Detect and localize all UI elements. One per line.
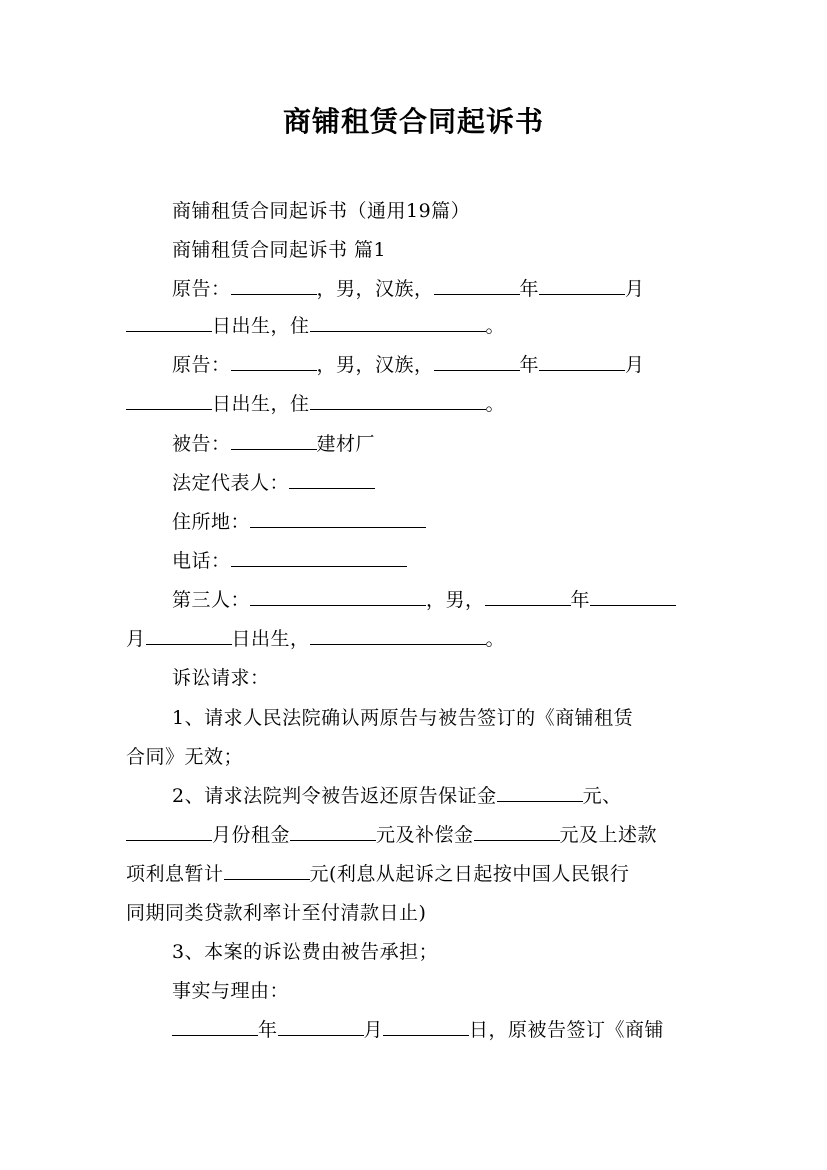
- year-text: 年: [570, 589, 591, 611]
- period-text: 。: [485, 393, 506, 415]
- plaintiff-2-line-1: [126, 351, 752, 379]
- deposit-blank: [497, 785, 583, 802]
- phone-label: 电话：: [172, 550, 231, 572]
- plaintiff-1-line-1: [126, 275, 752, 303]
- claim-1-line-1: 1、请求人民法院确认两原告与被告签订的《商铺租赁: [172, 707, 634, 729]
- month-blank: [590, 589, 676, 606]
- subtitle-line: 商铺租赁合同起诉书（通用19篇）: [172, 200, 471, 222]
- day-blank: [146, 628, 232, 645]
- month-text: 月: [625, 354, 645, 376]
- defendant-line: [126, 430, 752, 458]
- plaintiff-label: 原告：: [172, 278, 231, 300]
- day-blank: [126, 393, 212, 410]
- third-party-address-blank: [310, 628, 486, 645]
- defendant-label: 被告：: [172, 433, 231, 455]
- year-blank: [485, 589, 571, 606]
- address-blank: [310, 315, 486, 332]
- day-blank: [126, 315, 212, 332]
- name-blank: [231, 278, 317, 295]
- defendant-suffix: 建材厂: [316, 433, 376, 455]
- year-blank: [434, 354, 520, 371]
- month-text: 月: [625, 278, 645, 300]
- address-blank: [250, 511, 426, 528]
- third-party-line-2: [126, 625, 706, 653]
- address-line: [126, 508, 752, 536]
- legal-rep-blank: [289, 472, 375, 489]
- period-text: 。: [485, 315, 506, 337]
- claims-label: 诉讼请求：: [172, 667, 270, 689]
- month-text: 月: [363, 1019, 384, 1041]
- claim-1-line-2: 合同》无效；: [126, 746, 244, 768]
- address-label: 住所地：: [172, 511, 251, 533]
- claim-2-line-1: [126, 782, 752, 810]
- defendant-name-blank: [231, 433, 317, 450]
- address-blank: [310, 393, 486, 410]
- month-blank: [278, 1019, 364, 1036]
- claim-2-line-2: [126, 821, 706, 849]
- facts-line-1: [126, 1016, 752, 1044]
- day-blank: [383, 1019, 469, 1036]
- claim-2-line-4: 同期同类贷款利率计至付清款日止): [126, 902, 427, 924]
- month-text: 月: [126, 628, 146, 650]
- year-text: 年: [258, 1019, 278, 1041]
- claim-2-yuan: 元、: [582, 785, 622, 807]
- year-blank: [434, 278, 520, 295]
- period-text: 。: [485, 628, 506, 650]
- section-heading: 商铺租赁合同起诉书 篇1: [172, 239, 387, 261]
- claim-2-interest-prefix: 项利息暂计: [126, 863, 224, 885]
- third-party-name-blank: [250, 589, 426, 606]
- rent-month-blank: [126, 824, 212, 841]
- claim-2-comp: 元及补偿金: [376, 824, 474, 846]
- facts-label: 事实与理由：: [172, 980, 290, 1002]
- phone-blank: [231, 550, 407, 567]
- third-party-line-1: [126, 586, 752, 614]
- year-blank: [172, 1019, 258, 1036]
- month-blank: [539, 354, 625, 371]
- facts-tail: 日，原被告签订《商铺: [469, 1019, 665, 1041]
- compensation-blank: [474, 824, 560, 841]
- interest-blank: [224, 863, 310, 880]
- third-party-label: 第三人：: [172, 589, 251, 611]
- legal-rep-line: [126, 469, 752, 497]
- gender-ethnicity-text: ，男，汉族，: [316, 354, 434, 376]
- name-blank: [231, 354, 317, 371]
- plaintiff-label: 原告：: [172, 354, 231, 376]
- year-text: 年: [519, 278, 540, 300]
- third-party-gender: ，男，: [426, 589, 485, 611]
- born-at-text: 日出生，住: [212, 315, 310, 337]
- claim-2-interest-note: 元(利息从起诉之日起按中国人民银行: [309, 863, 630, 885]
- month-blank: [539, 278, 625, 295]
- plaintiff-1-line-2: [126, 312, 706, 340]
- legal-rep-label: 法定代表人：: [172, 472, 290, 494]
- claim-2-rent: 月份租金: [212, 824, 291, 846]
- born-at-text: 日出生，住: [212, 393, 310, 415]
- year-text: 年: [519, 354, 540, 376]
- claim-3-line: 3、本案的诉讼费由被告承担；: [172, 941, 439, 963]
- born-comma-text: 日出生，: [231, 628, 310, 650]
- gender-ethnicity-text: ，男，汉族，: [316, 278, 434, 300]
- claim-2-above: 元及上述款: [559, 824, 658, 846]
- claim-2-text: 2、请求法院判令被告返还原告保证金: [172, 785, 497, 807]
- rent-amount-blank: [290, 824, 376, 841]
- plaintiff-2-line-2: [126, 390, 706, 418]
- document-title: 商铺租赁合同起诉书: [282, 105, 544, 138]
- phone-line: [126, 547, 752, 575]
- claim-2-line-3: [126, 860, 706, 888]
